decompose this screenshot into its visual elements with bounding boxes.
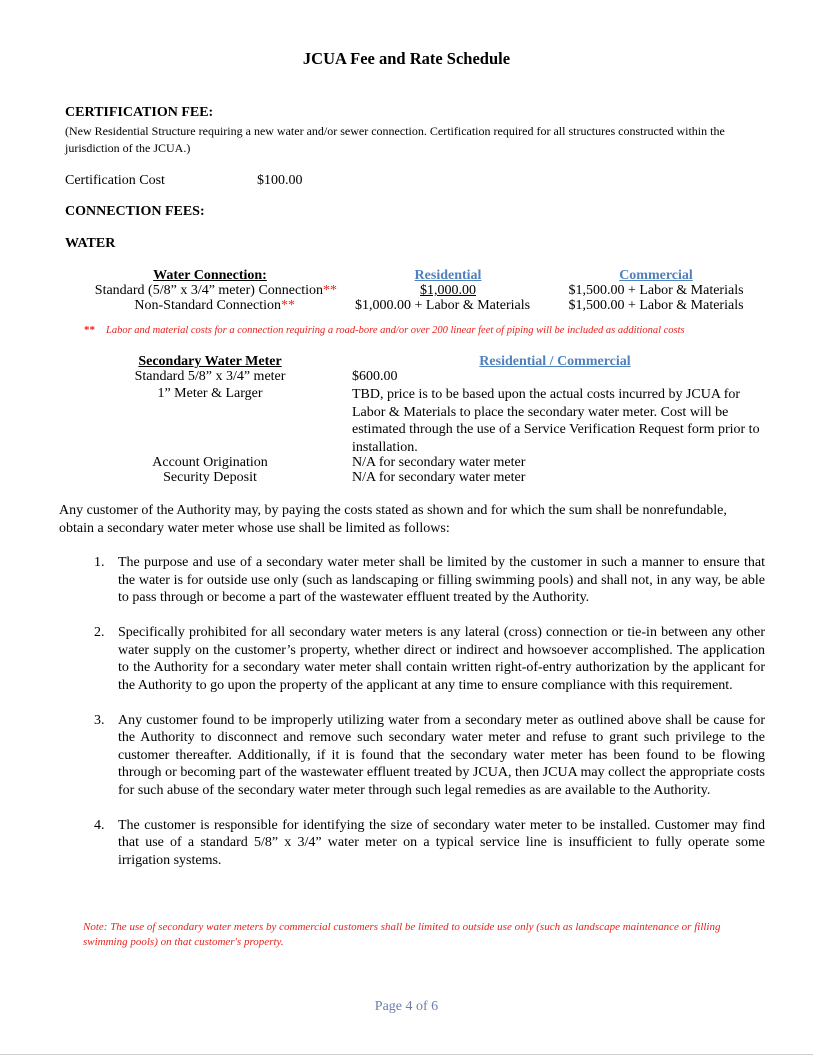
- secondary-row-standard-label: Standard 5/8” x 3/4” meter: [134, 369, 286, 384]
- secondary-row-large-label: 1” Meter & Larger: [157, 386, 263, 401]
- secondary-row-large-value: TBD, price is to be based upon the actual costs incurred by JCUA for Labor & Materials to place the secondary water meter. Cost will be estimated through the use of a Service Verification Request form prior to installation.: [352, 387, 760, 455]
- page-title: JCUA Fee and Rate Schedule: [302, 49, 511, 68]
- certification-heading: CERTIFICATION FEE:: [65, 105, 214, 120]
- commercial-use-note: Note: The use of secondary water meters by commercial customers shall be limited to outside use only (such as landscape maintenance or filling swimming pools) on that customer's property.: [83, 921, 721, 948]
- certification-cost-label: Certification Cost: [65, 173, 165, 188]
- connection-row-nonstandard-label: Non-Standard Connection**: [134, 298, 295, 313]
- residential-header: Residential: [414, 268, 482, 283]
- certification-description: (New Residential Structure requiring a new water and/or sewer connection. Certification required for all structures constructed within the jurisdiction of the JCUA.): [65, 124, 725, 155]
- condition-item: 3. Any customer found to be improperly utilizing water from a secondary meter as outlined above shall be cause for the Authority to disconnect and remove such secondary water meter and refuse to grant such privilege to the customer thereafter. Additionally, if it is found that the secondary water meter has been found to be flowing through or becoming part of the wastewater effluent treated by JCUA, then JCUA may collect the appropriate costs for such abuse of the secondary water meter through such legal remedies as are available to the Authority.: [94, 712, 765, 798]
- secondary-row-origination-value: N/A for secondary water meter: [352, 455, 526, 470]
- condition-item: 1. The purpose and use of a secondary water meter shall be limited by the customer in such a manner to ensure that the water is for outside use only (such as landscaping or filling swimming pools) and shall not, in any way, be able to pass through or become a part of the wastewater effluent treated by the Authority.: [94, 555, 765, 605]
- secondary-meter-header: Secondary Water Meter: [138, 354, 282, 369]
- footnote-marker: **: [84, 324, 95, 336]
- connection-fees-heading: CONNECTION FEES:: [65, 204, 205, 219]
- water-connection-header: Water Connection:: [153, 268, 267, 283]
- connection-row-nonstandard-residential: $1,000.00 + Labor & Materials: [355, 298, 531, 313]
- condition-item: 4. The customer is responsible for identifying the size of secondary water meter to be installed. Customer may find that use of a standard 5/8” x 3/4” water meter on a typical service line is insufficient to fully operate some irrigation systems.: [94, 817, 765, 868]
- connection-row-standard-label: Standard (5/8” x 3/4” meter) Connection**: [94, 283, 337, 298]
- intro-paragraph: Any customer of the Authority may, by paying the costs stated as shown and for which the sum shall be nonrefundable, obtain a secondary water meter whose use shall be limited as follows:: [59, 503, 727, 536]
- secondary-row-origination-label: Account Origination: [152, 455, 268, 470]
- commercial-header: Commercial: [619, 268, 693, 283]
- water-heading: WATER: [65, 236, 116, 251]
- connection-row-nonstandard-commercial: $1,500.00 + Labor & Materials: [568, 298, 744, 313]
- certification-cost-value: $100.00: [257, 173, 303, 188]
- secondary-row-deposit-label: Security Deposit: [163, 470, 257, 485]
- secondary-row-standard-value: $600.00: [352, 369, 398, 384]
- connection-row-standard-residential: $1,000.00: [420, 283, 476, 298]
- connection-footnote: Labor and material costs for a connection requiring a road-bore and/or over 200 linear feet of piping will be included as additional costs: [106, 325, 685, 336]
- secondary-row-deposit-value: N/A for secondary water meter: [352, 470, 526, 485]
- page-bottom-divider: [0, 1054, 813, 1055]
- page-number: Page 4 of 6: [374, 999, 439, 1014]
- condition-item: 2. Specifically prohibited for all secondary water meters is any lateral (cross) connection or tie-in between any other water supply on the customer’s property, whether direct or indirect and howsoever accomplished. The application to the Authority for a secondary water meter shall contain written right-of-entry authorization by the applicant for the Authority to go upon the property of the applicant at any time to ensure compliance with this requirement.: [94, 625, 765, 693]
- connection-row-standard-commercial: $1,500.00 + Labor & Materials: [568, 283, 744, 298]
- secondary-price-header: Residential / Commercial: [479, 354, 631, 369]
- conditions-list: [94, 554, 765, 887]
